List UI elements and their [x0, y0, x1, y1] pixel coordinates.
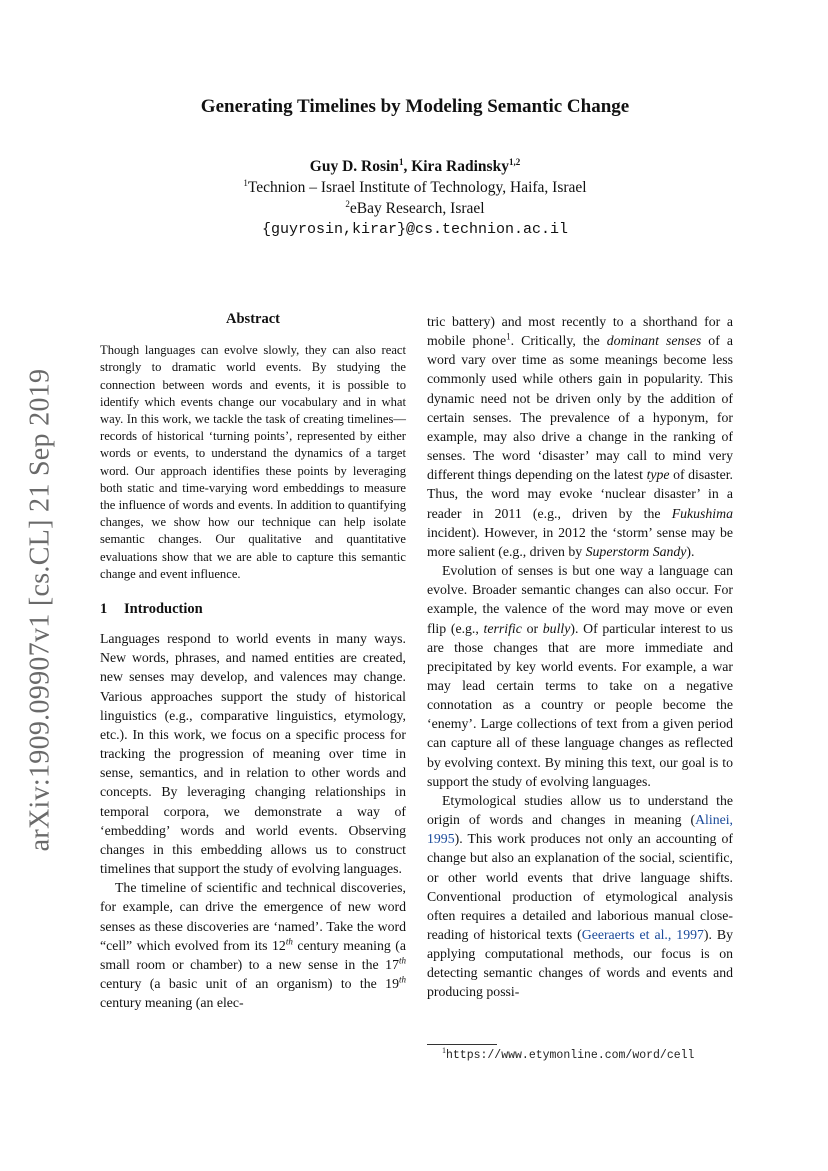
r1-text-f: ).	[686, 543, 695, 559]
emphasis-terrific: terrific	[483, 620, 522, 636]
superscript-th-3: th	[398, 974, 406, 985]
r3-text-b: ). This work produces not only an accounting of change but also an explanation of the social, scientific, or other world events that drive language shifts. Conventional production of etymological analysis often requires a detailed and laborious manual close-reading of historical texts (	[427, 831, 733, 942]
r2-text-a: Evolution of senses is but one way a language can evolve. Broader semantic changes can also occur. For example, the valence of the word may move or even flip (e.g.,	[427, 563, 733, 636]
right-paragraph-1	[427, 312, 733, 561]
intro-paragraph-2	[100, 878, 406, 1012]
abstract-heading: Abstract	[226, 311, 280, 327]
emphasis-type: type	[646, 467, 670, 483]
emphasis-superstorm-sandy: Superstorm Sandy	[585, 543, 687, 559]
r3-text-c: ). By applying computational methods, our focus is on detecting semantic changes of words and events and producing possi-	[427, 927, 734, 1000]
emphasis-bully: bully	[542, 620, 571, 636]
affiliation-2-text: eBay Research, Israel	[349, 200, 485, 217]
emphasis-dominant-senses: dominant senses	[606, 333, 702, 349]
p2-text-c: century (a basic unit of an organism) to the 19	[100, 975, 399, 991]
author-email: {guyrosin,kirar}@cs.technion.ac.il	[261, 221, 569, 238]
footnote-mark: 1	[442, 1046, 446, 1056]
affiliation-1-mark: 1	[243, 177, 248, 188]
r2-text-b: or	[521, 620, 543, 636]
right-column	[427, 312, 733, 1002]
citation-geeraerts[interactable]: Geeraerts et al., 1997	[581, 927, 704, 942]
intro-paragraph-1: Languages respond to world events in many ways. New words, phrases, and named entities are created, new senses may develop, and valences may change. Various approaches support the study of historical linguistics (e.g., comparative linguistics, etymology, etc.). In this work, we focus on a specific process for tracking the progression of meaning over time in sense, semantics, and in relation to other words and concepts. By leveraging changing relationships in temporal corpora, we demonstrate a way of ‘embedding’ words and world events. Observing changes in this embedding allows us to construct timelines that support the study of evolving languages.	[100, 631, 406, 877]
author-names	[100, 156, 730, 177]
author-name-1: Guy D. Rosin	[309, 158, 399, 175]
author-2-affil-mark: 1,2	[508, 156, 521, 167]
footnote-url[interactable]: https://www.etymonline.com/word/cell	[446, 1049, 695, 1062]
abstract-text: Though languages can evolve slowly, they can also react strongly to dramatic world events. By studying the connection between words and events, it is possible to identify which events change our vocabulary and in what way. In this work, we tackle the task of creating timelines—records of historical ‘turning points’, represented by either words or events, to understand the dynamics of a target word. Our approach identifies these points by leveraging both static and time-varying word embeddings to measure the influence of words and events. In addition to quantifying changes, we show how our technique can help isolate semantic changes. Our qualitative and quantitative evaluations show that we are able to capture this semantic change and event influence.	[100, 343, 406, 581]
author-block	[100, 156, 730, 240]
emphasis-fukushima: Fukushima	[671, 505, 733, 521]
r1-text-e: incident). However, in 2012 the ‘storm’ sense may be more salient (e.g., driven by	[427, 524, 733, 559]
citation-alinei[interactable]: Alinei, 1995	[427, 812, 733, 847]
author-1-affil-mark: 1	[398, 156, 404, 167]
r1-text-b: . Critically, the	[510, 333, 607, 349]
right-paragraph-3	[427, 791, 733, 1002]
r2-text-c: ). Of particular interest to us are those changes that are more immediate and precipitated by key world events. For example, a war may lead certain terms to take on a negative connotation as a country or people become the ‘enemy’. Large collections of text from a given period can capture all of these language changes as reflected by evolving context. By mining this text, our goal is to support the study of evolving languages.	[427, 620, 733, 789]
section-title: Introduction	[124, 601, 203, 617]
affiliation-2	[100, 198, 730, 219]
affiliation-1-text: Technion – Israel Institute of Technology, Haifa, Israel	[247, 179, 587, 196]
footnote-ref-1[interactable]: 1	[506, 331, 511, 342]
author-name-2: , Kira Radinsky	[403, 158, 509, 175]
r3-text-a: Etymological studies allow us to understand the origin of words and changes in meaning (	[427, 792, 733, 828]
superscript-th-1: th	[285, 936, 293, 947]
section-heading-introduction	[100, 600, 406, 619]
right-paragraph-2	[427, 561, 733, 791]
arxiv-identifier	[20, 365, 60, 855]
superscript-th-2: th	[398, 955, 406, 966]
paper-title: Generating Timelines by Modeling Semantic Change	[200, 96, 630, 117]
affiliation-2-mark: 2	[345, 198, 350, 209]
p2-text-d: century meaning (an elec-	[100, 995, 244, 1011]
affiliation-1	[100, 177, 730, 198]
arxiv-identifier-text: arXiv:1909.09907v1 [cs.CL] 21 Sep 2019	[24, 368, 55, 852]
section-number: 1	[100, 601, 108, 617]
p2-text-b: century meaning (a small room or chamber) to a new sense in the 17	[100, 937, 406, 972]
r1-text-d: of disaster. Thus, the word may evoke ‘nuclear disaster’ in a reader in 2011 (e.g., driven by the	[427, 467, 733, 521]
p2-text-a: The timeline of scientific and technical discoveries, for example, can drive the emergence of new word senses as these discoveries are ‘named’. Take the word “cell” which evolved from its 12	[100, 880, 406, 953]
r1-text-c: of a word vary over time as some meanings become less commonly used while others gain in popularity. This dynamic need not be driven only by the addition of certain senses. The prevalence of a hyponym, for example, may also drive a change in the ranking of senses. The word ‘disaster’ may call to mind very different things depending on the latest	[427, 333, 733, 483]
footnote	[442, 1046, 695, 1062]
r1-text-a: tric battery) and most recently to a shorthand for a mobile phone	[427, 314, 733, 349]
left-column	[100, 310, 406, 1012]
footnote-divider	[427, 1044, 497, 1045]
